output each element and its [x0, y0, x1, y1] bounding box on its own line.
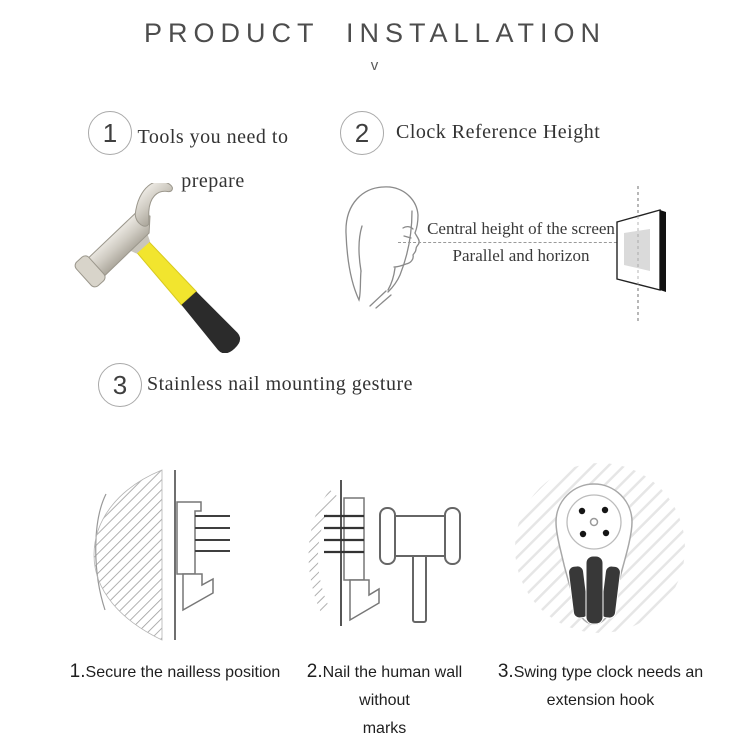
step-2-title: Clock Reference Height [396, 121, 601, 143]
step-1-badge [88, 111, 132, 155]
caption-3-line2: extension hook [546, 692, 655, 709]
step-3-badge [98, 363, 142, 407]
nail-mallet-illustration [280, 452, 470, 652]
step-1-title-line2: prepare [181, 170, 245, 192]
nailless-hook-illustration [80, 452, 270, 652]
step-1-title-line1: Tools you need to [137, 126, 289, 148]
caption-1 [55, 658, 295, 687]
caption-3 [493, 658, 708, 715]
caption-2-line2: marks [362, 720, 407, 737]
caption-3-line1 [493, 658, 708, 687]
step-3-number: 3 [112, 369, 128, 400]
step-2-badge [340, 111, 384, 155]
step-3-title: Stainless nail mounting gesture [147, 373, 414, 395]
guide-line1: Central height of the screen [427, 219, 615, 238]
step-2-number: 2 [354, 117, 370, 148]
hammer-icon [72, 183, 277, 353]
caption-2-number: 2. [306, 661, 323, 682]
caption-2-text: Nail the human wall without [322, 664, 463, 709]
caption-3-text: Swing type clock needs an [513, 664, 704, 681]
page-title: PRODUCT INSTALLATION [143, 18, 607, 48]
wall-frame-illustration [600, 180, 710, 330]
caption-3-number: 3. [497, 661, 514, 682]
step-1-number: 1 [102, 117, 118, 148]
caption-1-number: 1. [69, 661, 86, 682]
chevron-down-icon: v [370, 57, 380, 74]
caption-1-line1 [55, 658, 295, 687]
guide-line2: Parallel and horizon [452, 246, 590, 265]
caption-2-line1 [282, 658, 487, 715]
extension-hook-illustration [500, 448, 700, 648]
caption-1-text: Secure the nailless position [85, 664, 281, 681]
caption-2 [282, 658, 487, 743]
